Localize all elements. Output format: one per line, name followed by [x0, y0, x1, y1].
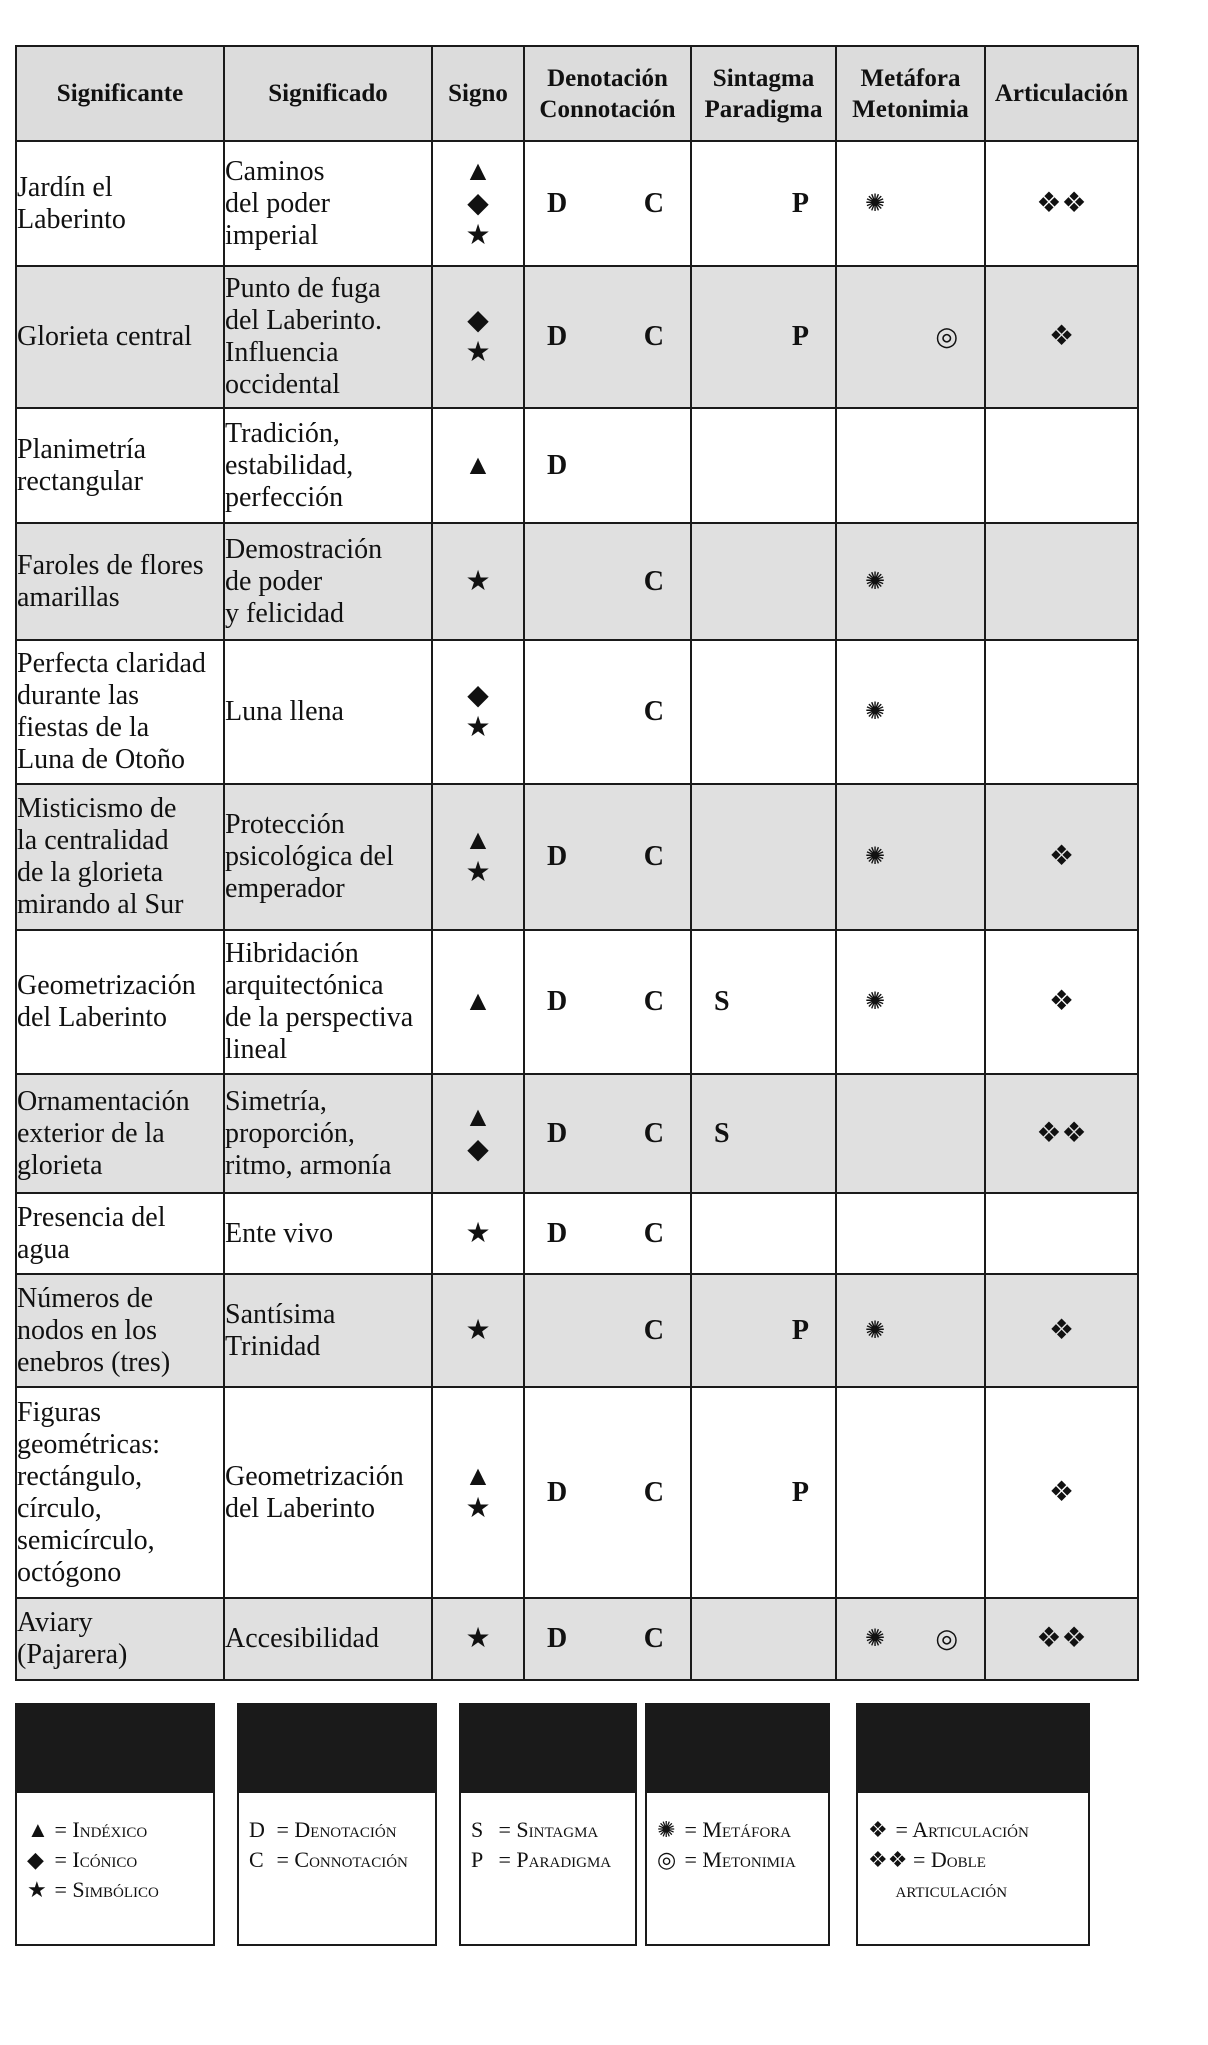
- table-row: [16, 1193, 1138, 1274]
- signo-cell: ★: [432, 1598, 524, 1680]
- semiotic-table: [15, 45, 1139, 1681]
- significante-cell: Glorieta central: [16, 266, 224, 408]
- denotacion-connotacion-cell: [524, 1598, 691, 1680]
- legend-header-bar: [461, 1705, 635, 1793]
- denotacion-mark: D: [547, 1476, 568, 1508]
- significado-cell: Caminos del poder imperial: [224, 141, 432, 266]
- sintagma-paradigma-cell: [691, 523, 836, 640]
- articulacion-cell: [985, 523, 1138, 640]
- signo-cell: ◆ ★: [432, 640, 524, 784]
- significado-cell: Luna llena: [224, 640, 432, 784]
- sintagma-paradigma-cell: [691, 640, 836, 784]
- legend-symbol: S: [471, 1817, 484, 1842]
- metafora-icon: ✺: [865, 190, 886, 217]
- metafora-metonimia-cell: [836, 408, 985, 523]
- articulacion-cell: [985, 408, 1138, 523]
- header-significado: Significado: [224, 46, 432, 141]
- significante-cell: Faroles de flores amarillas: [16, 523, 224, 640]
- significado-cell: Protección psicológica del emperador: [224, 784, 432, 930]
- legend-item: [868, 1845, 1088, 1875]
- legend-label: = Simbólico: [54, 1877, 159, 1902]
- table-row: [16, 1598, 1138, 1680]
- legend-label: = Metáfora: [684, 1817, 792, 1842]
- connotacion-mark: C: [643, 1117, 664, 1149]
- legend-label: = Metonimia: [684, 1847, 796, 1872]
- connotacion-mark: C: [643, 187, 664, 219]
- header-sintagma-paradigma: Sintagma Paradigma: [691, 46, 836, 141]
- significante-cell: Aviary (Pajarera): [16, 1598, 224, 1680]
- legend-item: [249, 1815, 435, 1845]
- denotacion-mark: D: [547, 841, 568, 872]
- header-metafora-metonimia: Metáfora Metonimia: [836, 46, 985, 141]
- significante-cell: Figuras geométricas: rectángulo, círculo, semicírculo, octógono: [16, 1387, 224, 1598]
- legend-item: [471, 1815, 635, 1845]
- legend-item: [657, 1845, 828, 1875]
- significante-cell: Misticismo de la centralidad de la glorieta mirando al Sur: [16, 784, 224, 930]
- significado-cell: Simetría, proporción, ritmo, armonía: [224, 1074, 432, 1193]
- legend-symbol: ❖: [868, 1817, 888, 1842]
- sintagma-paradigma-cell: [691, 930, 836, 1074]
- legend-box: [237, 1703, 437, 1946]
- legend-items: [647, 1793, 828, 1875]
- header-denotacion-connotacion: Denotación Connotación: [524, 46, 691, 141]
- denotacion-mark: D: [547, 1623, 568, 1654]
- articulacion-cell: ❖❖: [985, 1598, 1138, 1680]
- metafora-metonimia-cell: [836, 1387, 985, 1598]
- denotacion-connotacion-cell: [524, 784, 691, 930]
- articulacion-cell: ❖❖: [985, 1074, 1138, 1193]
- table-row: [16, 930, 1138, 1074]
- connotacion-mark: C: [643, 565, 664, 597]
- connotacion-mark: C: [643, 696, 664, 727]
- legend-header-bar: [239, 1705, 435, 1793]
- connotacion-mark: C: [643, 986, 664, 1017]
- metafora-icon: ✺: [865, 1626, 886, 1652]
- significado-cell: Tradición, estabilidad, perfección: [224, 408, 432, 523]
- significante-cell: Ornamentación exterior de la glorieta: [16, 1074, 224, 1193]
- denotacion-connotacion-cell: [524, 1193, 691, 1274]
- signo-cell: ▲ ★: [432, 1387, 524, 1598]
- legend-item: [868, 1815, 1088, 1845]
- sintagma-paradigma-cell: [691, 784, 836, 930]
- articulacion-cell: [985, 1193, 1138, 1274]
- legend-box: [459, 1703, 637, 1946]
- header-signo: Signo: [432, 46, 524, 141]
- metafora-metonimia-cell: [836, 266, 985, 408]
- legend-label: = Icónico: [54, 1847, 138, 1872]
- denotacion-connotacion-cell: [524, 408, 691, 523]
- denotacion-connotacion-cell: [524, 523, 691, 640]
- sintagma-paradigma-cell: [691, 1598, 836, 1680]
- legend-label: = Paradigma: [498, 1847, 612, 1872]
- sintagma-paradigma-cell: [691, 141, 836, 266]
- articulacion-cell: ❖: [985, 784, 1138, 930]
- significante-cell: Planimetría rectangular: [16, 408, 224, 523]
- legend-item: [471, 1845, 635, 1875]
- sintagma-paradigma-cell: [691, 1193, 836, 1274]
- header-significante: Significante: [16, 46, 224, 141]
- header-articulacion: Articulación: [985, 46, 1138, 141]
- legend-symbol: ◆: [27, 1847, 44, 1872]
- significante-cell: Números de nodos en los enebros (tres): [16, 1274, 224, 1387]
- significado-cell: Santísima Trinidad: [224, 1274, 432, 1387]
- denotacion-mark: D: [547, 986, 568, 1017]
- sintagma-paradigma-cell: [691, 408, 836, 523]
- legend-header-bar: [17, 1705, 213, 1793]
- legend-label: = Indéxico: [54, 1817, 148, 1842]
- sintagma-paradigma-cell: [691, 1074, 836, 1193]
- metonimia-icon: ◎: [935, 1624, 958, 1653]
- metafora-icon: ✺: [865, 844, 886, 870]
- legend-label: = Doble: [912, 1847, 986, 1872]
- significado-cell: Ente vivo: [224, 1193, 432, 1274]
- connotacion-mark: C: [643, 1217, 664, 1249]
- legend-symbol: D: [249, 1817, 265, 1842]
- metafora-icon: ✺: [865, 989, 886, 1015]
- signo-cell: ▲ ★: [432, 784, 524, 930]
- sintagma-paradigma-cell: [691, 1387, 836, 1598]
- metafora-metonimia-cell: [836, 930, 985, 1074]
- denotacion-mark: D: [547, 1117, 568, 1149]
- denotacion-connotacion-cell: [524, 266, 691, 408]
- denotacion-connotacion-cell: [524, 640, 691, 784]
- header-row: [16, 46, 1138, 141]
- metafora-metonimia-cell: [836, 784, 985, 930]
- signo-cell: ▲: [432, 408, 524, 523]
- signo-cell: ▲: [432, 930, 524, 1074]
- connotacion-mark: C: [643, 841, 664, 872]
- table-row: [16, 1274, 1138, 1387]
- legend-items: [461, 1793, 635, 1875]
- metafora-metonimia-cell: [836, 1074, 985, 1193]
- legend-label: = Sintagma: [498, 1817, 599, 1842]
- legend-label: articulación: [895, 1877, 1008, 1902]
- significante-cell: Perfecta claridad durante las fiestas de la Luna de Otoño: [16, 640, 224, 784]
- table-row: [16, 141, 1138, 266]
- denotacion-mark: D: [547, 449, 568, 481]
- legend-item: [249, 1845, 435, 1875]
- legend-item: [27, 1815, 213, 1845]
- metafora-metonimia-cell: [836, 1193, 985, 1274]
- metafora-metonimia-cell: [836, 523, 985, 640]
- signo-cell: ★: [432, 1193, 524, 1274]
- sintagma-mark: S: [714, 1117, 730, 1149]
- table-row: [16, 640, 1138, 784]
- articulacion-cell: ❖: [985, 1274, 1138, 1387]
- legend-label: = Denotación: [276, 1817, 397, 1842]
- signo-cell: ★: [432, 523, 524, 640]
- table-row: [16, 1387, 1138, 1598]
- sintagma-paradigma-cell: [691, 266, 836, 408]
- connotacion-mark: C: [643, 1623, 664, 1654]
- legend-symbol: ★: [27, 1877, 47, 1902]
- table-row: [16, 408, 1138, 523]
- metafora-icon: ✺: [865, 699, 886, 725]
- legend-items: [239, 1793, 435, 1875]
- denotacion-mark: D: [547, 1217, 568, 1249]
- legend-box: [645, 1703, 830, 1946]
- metafora-metonimia-cell: [836, 640, 985, 784]
- sintagma-mark: S: [714, 986, 730, 1017]
- legend-items: [858, 1793, 1088, 1905]
- paradigma-mark: P: [791, 321, 809, 352]
- articulacion-cell: [985, 640, 1138, 784]
- paradigma-mark: P: [791, 187, 809, 219]
- legend-box: [856, 1703, 1090, 1946]
- sintagma-paradigma-cell: [691, 1274, 836, 1387]
- legend-header-bar: [858, 1705, 1088, 1793]
- connotacion-mark: C: [643, 321, 664, 352]
- legend-item: [27, 1875, 213, 1905]
- legend-symbol: C: [249, 1847, 264, 1872]
- significante-cell: Presencia del agua: [16, 1193, 224, 1274]
- metafora-metonimia-cell: [836, 141, 985, 266]
- legend-item: [657, 1815, 828, 1845]
- metonimia-icon: ◎: [935, 322, 958, 351]
- legend-symbol: P: [471, 1847, 484, 1872]
- connotacion-mark: C: [643, 1476, 664, 1508]
- significado-cell: Demostración de poder y felicidad: [224, 523, 432, 640]
- paradigma-mark: P: [791, 1314, 809, 1346]
- metafora-metonimia-cell: [836, 1598, 985, 1680]
- metafora-metonimia-cell: [836, 1274, 985, 1387]
- articulacion-cell: ❖: [985, 266, 1138, 408]
- legend-label: = Connotación: [276, 1847, 408, 1872]
- metafora-icon: ✺: [865, 568, 886, 595]
- significado-cell: Punto de fuga del Laberinto. Influencia occidental: [224, 266, 432, 408]
- table-row: [16, 1074, 1138, 1193]
- significado-cell: Geometrización del Laberinto: [224, 1387, 432, 1598]
- legend-item: [27, 1845, 213, 1875]
- signo-cell: ▲ ◆: [432, 1074, 524, 1193]
- legend-symbol: ◎: [657, 1847, 677, 1872]
- table-row: [16, 266, 1138, 408]
- denotacion-connotacion-cell: [524, 141, 691, 266]
- denotacion-mark: D: [547, 321, 568, 352]
- signo-cell: ▲ ◆ ★: [432, 141, 524, 266]
- legend-items: [17, 1793, 213, 1905]
- connotacion-mark: C: [643, 1314, 664, 1346]
- signo-cell: ★: [432, 1274, 524, 1387]
- significante-cell: Geometrización del Laberinto: [16, 930, 224, 1074]
- legend-symbol: ▲: [27, 1817, 49, 1842]
- table-row: [16, 523, 1138, 640]
- paradigma-mark: P: [791, 1476, 809, 1508]
- table-row: [16, 784, 1138, 930]
- legend-header-bar: [647, 1705, 828, 1793]
- denotacion-connotacion-cell: [524, 1074, 691, 1193]
- legend-item: [868, 1875, 1088, 1905]
- legend-label: = Articulación: [895, 1817, 1029, 1842]
- significante-cell: Jardín el Laberinto: [16, 141, 224, 266]
- articulacion-cell: ❖: [985, 1387, 1138, 1598]
- denotacion-mark: D: [547, 187, 568, 219]
- significado-cell: Accesibilidad: [224, 1598, 432, 1680]
- signo-cell: ◆ ★: [432, 266, 524, 408]
- denotacion-connotacion-cell: [524, 1387, 691, 1598]
- significado-cell: Hibridación arquitectónica de la perspectiva lineal: [224, 930, 432, 1074]
- legend-symbol: ❖❖: [868, 1847, 908, 1872]
- articulacion-cell: ❖❖: [985, 141, 1138, 266]
- denotacion-connotacion-cell: [524, 1274, 691, 1387]
- legend-symbol: ✺: [657, 1817, 676, 1842]
- metafora-icon: ✺: [865, 1317, 886, 1344]
- denotacion-connotacion-cell: [524, 930, 691, 1074]
- legend-box: [15, 1703, 215, 1946]
- articulacion-cell: ❖: [985, 930, 1138, 1074]
